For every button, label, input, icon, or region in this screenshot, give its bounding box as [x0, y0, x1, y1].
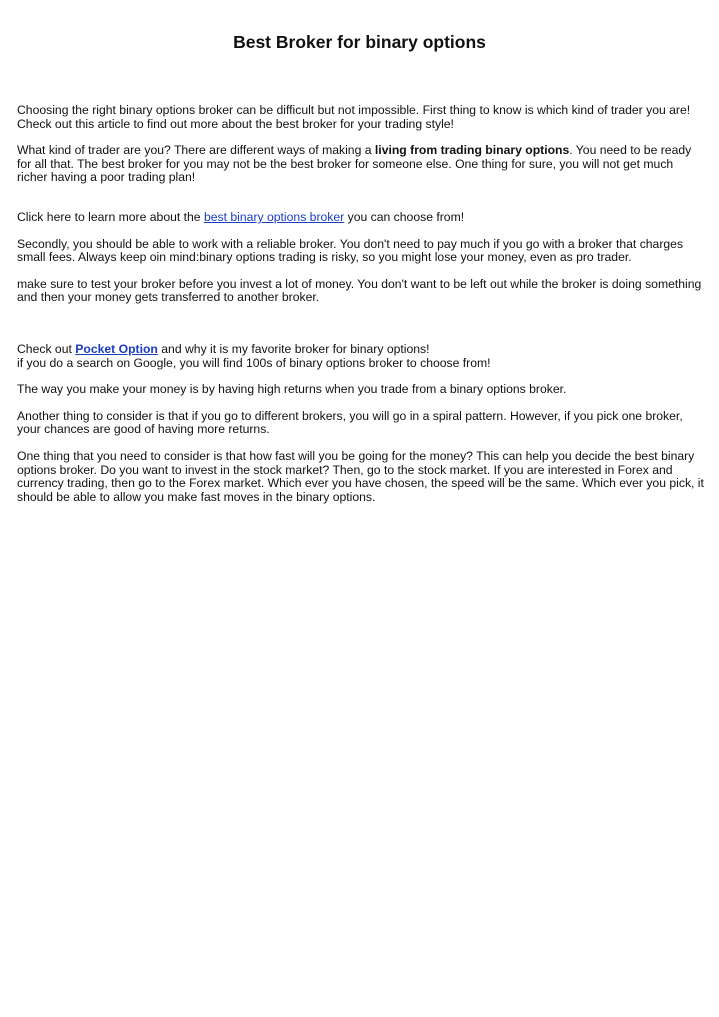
paragraph-text: What kind of trader are you? There are different ways of making a [17, 143, 375, 158]
paragraph-spiral-pattern: Another thing to consider is that if you go to different brokers, you will go in a spiral pattern. However, if you pick one broker, your chances are good of having more returns. [17, 408, 683, 437]
paragraph-text: Click here to learn more about the [17, 209, 204, 224]
paragraph-text: you can choose from! [344, 209, 465, 224]
paragraph-how-fast: One thing that you need to consider is that how fast will you be going for the money? This can help you decide the best binary options broker. Do you want to invest in the stock market? Then, go to the stock market. If you are interested in Forex and currency trading, then go to the Forex market. Which ever you have chosen, the speed will be the same. Which ever you pick, it should be able to allow you make fast moves in the binary options. [17, 448, 704, 504]
paragraph-text: if you do a search on Google, you will find 100s of binary options broker to choose from! [17, 355, 491, 370]
pocket-option-link[interactable]: Pocket Option [75, 341, 158, 356]
paragraph-text: Check out [17, 341, 76, 356]
paragraph-text: . You need to be ready for all that. The best broker for you may not be the best broker for someone else. One thing for sure, you will not get much richer having a poor trading plan! [17, 143, 692, 185]
paragraph-test-broker: make sure to test your broker before you invest a lot of money. You don't want to be left out while the broker is doing something and then your money gets transferred to another broker. [17, 276, 702, 305]
paragraph-intro: Choosing the right binary options broker can be difficult but not impossible. First thing to know is which kind of trader you are! Check out this article to find out more about the best broker for your trading style! [17, 103, 691, 131]
bold-phrase-living-from-trading: living from trading binary options [374, 143, 570, 158]
paragraph-trader-kind [17, 144, 707, 185]
document-title: Best Broker for binary options [233, 32, 486, 52]
paragraph-click-here [17, 211, 707, 225]
document-body [17, 104, 707, 504]
paragraph-high-returns: The way you make your money is by having high returns when you trade from a binary options broker. [17, 382, 567, 397]
paragraph-text: and why it is my favorite broker for binary options! [157, 341, 430, 356]
paragraph-pocket-option [17, 343, 707, 370]
best-binary-options-broker-link[interactable]: best binary options broker [203, 209, 345, 224]
paragraph-reliable-broker: Secondly, you should be able to work with a reliable broker. You don't need to pay much if you go with a broker that charges small fees. Always keep oin mind:binary options trading is risky, so you might lose your money, even as pro trader. [17, 236, 684, 265]
